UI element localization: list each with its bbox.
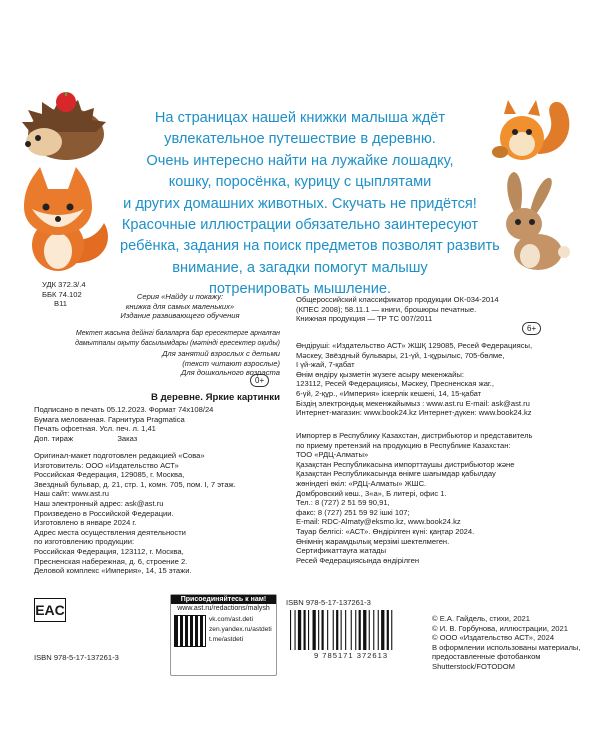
description-line: Очень интересно найти на лужайке лошадку, [146,152,454,169]
isbn-barcode-label: ISBN 978-5-17-137261-3 [286,598,371,607]
book-title: В деревне. Яркие картинки [151,392,280,403]
isbn-left: ISBN 978-5-17-137261-3 [34,653,119,662]
kazakh-audience-note: Мектеп жасына дейінгі балаларға бар ересектерге арналған дамытпалы оқыту басылымдары (мәтінді ересектер оқиды) [75,330,280,347]
product-classifier: Общероссийский классификатор продукции ОК-034-2014 (КПЕС 2008); 58.11.1 — книги, брошюры печатные. Книжная продукция — ТР ТС 007/2011 [296,295,499,324]
book-description [120,108,500,301]
hedgehog-illustration [18,92,110,162]
publisher-info: Оригинал-макет подготовлен редакцией «Сова» Изготовитель: ООО «Издательство АСТ» Российская Федерация, 129085, г. Москва, Звездный бульвар, д. 21, стр. 1, комн. 705, пом. I, 7 этаж. Наш сайт: www.ast.ru Наш электронный адрес: ask@ast.ru Произведено в Российской Федерации. Изготовлено в январе 2024 г. Адрес места осуществления деятельности по изготовлению продукции: Российская Федерация, 123112, г. Москва, Пресненская набережная, д. 6, строение 2. Деловой комплекс «Империя», 14, 15 этажи. [34,451,236,576]
description-line: потренировать мышление. [208,281,392,298]
social-header: Присоединяйтесь к нам! [171,595,276,604]
social-link-zen[interactable]: zen.yandex.ru/astdeti [209,626,272,633]
series-info: Серия «Найду и покажу: книжка для самых маленьких» Издание развивающего обучения [120,292,240,321]
hare-illustration [484,172,582,272]
copyright-info: © Е.А. Гайдель, стихи, 2021 © И. В. Горбунова, иллюстрации, 2021 © ООО «Издательство АСТ», 2024 В оформлении использованы материалы, предоставленные фотобанком Shutterstock/FOTODOM [432,614,581,671]
eac-mark: EAC [34,598,66,622]
description-line: На страницах нашей книжки малыша ждёт [154,110,446,126]
udk-codes: УДК 372.3/.4 ББК 74.102 В11 [42,280,86,309]
age-rating-badge-right: 6+ [522,322,541,335]
description-line: увлекательное путешествие в деревню. [164,131,436,148]
importer-info: Импортер в Республику Казахстан, дистрибьютор и представитель по приему претензий на продукцию в Республике Казахстан: ТОО «РДЦ-Алматы» Қазақстан Республикасына импорттаушы дистрибьютор және Қазақстан Республикасында өнімге шағымдар қабылдау жөніндегі өкіл: «РДЦ-Алматы» ЖШС. Домбровский көш., 3«а», Б литері, офис 1. Тел.: 8 (727) 2 51 59 90,91, факс: 8 (727) 251 59 92 ішкі 107; E-mail: RDC-Almaty@eksmo.kz, www.book24.kz Тауар белгісі: «АСТ». Өндірілген күні: қаңтар 2024. Өнімнің жарамдылық мерзімі шектелмеген. Сертификаттауға жатады Ресей Федерациясында өндірілген [296,431,533,565]
description-line: ребёнка, задания на поиск предметов позволят развить [120,238,500,255]
kazakh-manufacturer-info: Өндіруші: «Издательство АСТ» ЖШҚ 129085, Ресей Федерациясы, Мәскеу, Звёздный бульвары, 21-үй, 1-құрылыс, 705-бөлме, I үй-жай, 7-қабат Өнім өндіру қызметін жүзеге асыру мекенжайы: 123112, Ресей Федерациясы, Мәскеу, Пресненская жаг., 6-үй, 2-құр., «Империя» іскерлік кешені, 14, 15-қабат Біздің электрондық мекенжайымыз : www.ast.ru E-mail: ask@ast.ru Интернет-магазин: www.book24.kz Интернет-дүкен: www.book24.kz [296,341,533,418]
barcode-number: 9 785171 372613 [313,651,389,660]
social-url[interactable]: www.ast.ru/redactions/malysh [177,605,270,612]
description-line: кошку, поросёнка, курицу с цыплятами [168,174,432,191]
fox-illustration [10,165,114,273]
age-rating-badge: 0+ [250,374,269,387]
description-line: и других домашних животных. Скучать не придётся! [123,195,477,212]
social-block [170,594,277,676]
social-link-telegram[interactable]: t.me/astdeti [209,636,244,643]
description-line: внимание, а загадки помогут малышу [172,259,428,276]
audience-note: Для занятий взрослых с детьми (текст читают взрослые) Для дошкольного возраста [162,349,280,378]
print-info: Подписано в печать 05.12.2023. Формат 74x108/24 Бумага мелованная. Гарнитура Pragmatica Печать офсетная. Усл. печ. л. 1,41 Доп. тираж Заказ [34,405,214,443]
barcode [286,610,416,650]
description-line: Красочные иллюстрации обязательно заинтересуют [121,217,479,234]
social-link-vk[interactable]: vk.com/ast.deti [209,616,253,623]
squirrel-illustration [478,94,578,166]
qr-code [174,615,206,647]
